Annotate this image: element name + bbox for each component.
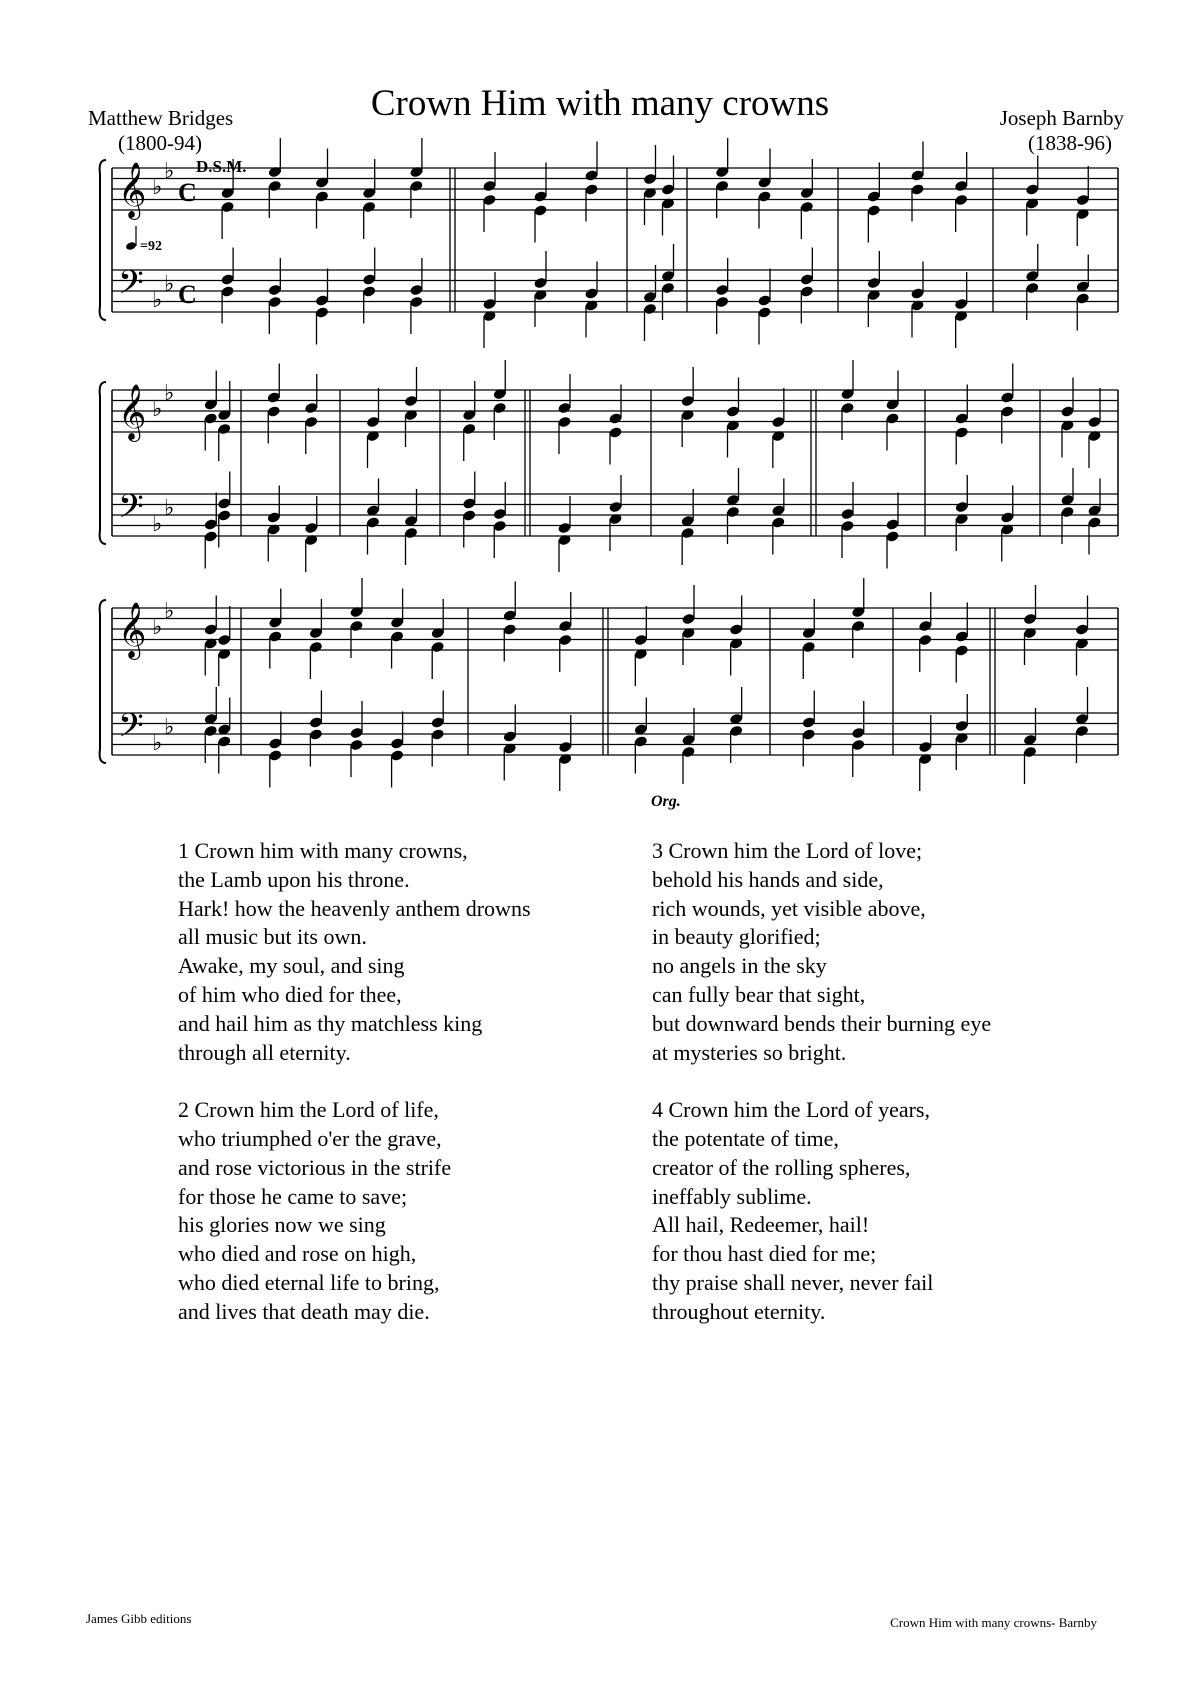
time-signature-treble: C <box>178 178 197 207</box>
flat-sign: ♭ <box>164 715 175 740</box>
flat-sign: ♭ <box>164 272 175 297</box>
dsm-marking: D.S.M. <box>196 157 247 176</box>
lyric-line: who triumphed o'er the grave, <box>178 1125 442 1151</box>
lyric-line: rich wounds, yet visible above, <box>652 895 926 921</box>
lyric-line: his glories now we sing <box>178 1212 386 1238</box>
lyric-line: throughout eternity. <box>652 1298 826 1324</box>
flat-sign: ♭ <box>152 397 163 422</box>
flat-sign: ♭ <box>152 175 163 200</box>
lyric-line: through all eternity. <box>178 1039 351 1065</box>
stanza-3 <box>652 837 991 1067</box>
lyric-line: who died eternal life to bring, <box>178 1269 440 1295</box>
lyric-line: and rose victorious in the strife <box>178 1154 452 1180</box>
flat-sign: ♭ <box>152 288 163 313</box>
time-signature-bass: C <box>178 280 197 309</box>
lyric-line: behold his hands and side, <box>652 866 884 892</box>
lyric-line: for those he came to save; <box>178 1183 408 1209</box>
treble-clef: 𝄞 <box>118 602 147 658</box>
system-bracket <box>100 382 106 544</box>
lyric-line: 3 Crown him the Lord of love; <box>652 838 923 863</box>
lyrics-left-column <box>178 837 531 1355</box>
lyrics-right-column <box>652 837 991 1355</box>
flat-sign: ♭ <box>164 496 175 521</box>
footer-publisher: James Gibb editions <box>86 1611 192 1626</box>
organ-marking: Org. <box>651 793 681 810</box>
system-bracket <box>100 600 106 763</box>
treble-clef: 𝄞 <box>118 162 147 218</box>
poet-name: Matthew Bridges <box>88 106 234 130</box>
lyric-line: creator of the rolling spheres, <box>652 1154 911 1180</box>
lyric-line: Awake, my soul, and sing <box>178 953 405 979</box>
lyric-line: can fully bear that sight, <box>652 981 866 1007</box>
lyric-line: All hail, Redeemer, hail! <box>652 1212 870 1238</box>
lyric-line: all music but its own. <box>178 924 367 950</box>
flat-sign: ♭ <box>164 159 175 184</box>
lyric-line: thy praise shall never, never fail <box>652 1269 934 1295</box>
tempo-marking: =92 <box>140 239 162 254</box>
bass-clef: 𝄢 <box>118 707 144 753</box>
lyric-line: of him who died for thee, <box>178 981 402 1007</box>
tempo-note-icon <box>125 241 137 251</box>
poet-dates: (1800-94) <box>118 131 202 155</box>
music-score <box>0 0 1200 820</box>
bass-clef: 𝄢 <box>118 264 144 310</box>
flat-sign: ♭ <box>164 599 175 624</box>
lyric-line: and hail him as thy matchless king <box>178 1010 483 1036</box>
lyric-line: no angels in the sky <box>652 953 827 979</box>
stanza-2 <box>178 1096 531 1326</box>
footer-title: Crown Him with many crowns- Barnby <box>890 1615 1097 1630</box>
lyric-line: 2 Crown him the Lord of life, <box>178 1097 439 1123</box>
treble-clef: 𝄞 <box>118 384 147 440</box>
stanza-4 <box>652 1096 991 1326</box>
flat-sign: ♭ <box>152 731 163 756</box>
lyric-line: and lives that death may die. <box>178 1298 430 1324</box>
composer-dates: (1838-96) <box>1028 131 1112 155</box>
flat-sign: ♭ <box>152 615 163 640</box>
system-bracket <box>100 160 106 320</box>
lyric-line: the Lamb upon his throne. <box>178 866 410 892</box>
lyric-line: but downward bends their burning eye <box>652 1010 992 1036</box>
lyric-line: the potentate of time, <box>652 1125 839 1151</box>
bass-clef: 𝄢 <box>118 488 144 534</box>
lyric-line: ineffably sublime. <box>652 1183 812 1209</box>
flat-sign: ♭ <box>152 512 163 537</box>
lyric-line: in beauty glorified; <box>652 924 821 950</box>
flat-sign: ♭ <box>164 381 175 406</box>
lyric-line: 1 Crown him with many crowns, <box>178 838 468 863</box>
lyric-line: at mysteries so bright. <box>652 1039 847 1065</box>
lyric-line: for thou hast died for me; <box>652 1241 877 1267</box>
stanza-1 <box>178 837 531 1067</box>
lyric-line: who died and rose on high, <box>178 1241 417 1267</box>
lyric-line: 4 Crown him the Lord of years, <box>652 1097 930 1123</box>
lyric-line: Hark! how the heavenly anthem drowns <box>178 895 531 921</box>
composer-name: Joseph Barnby <box>999 106 1124 130</box>
hymn-title: Crown Him with many crowns <box>370 83 830 124</box>
